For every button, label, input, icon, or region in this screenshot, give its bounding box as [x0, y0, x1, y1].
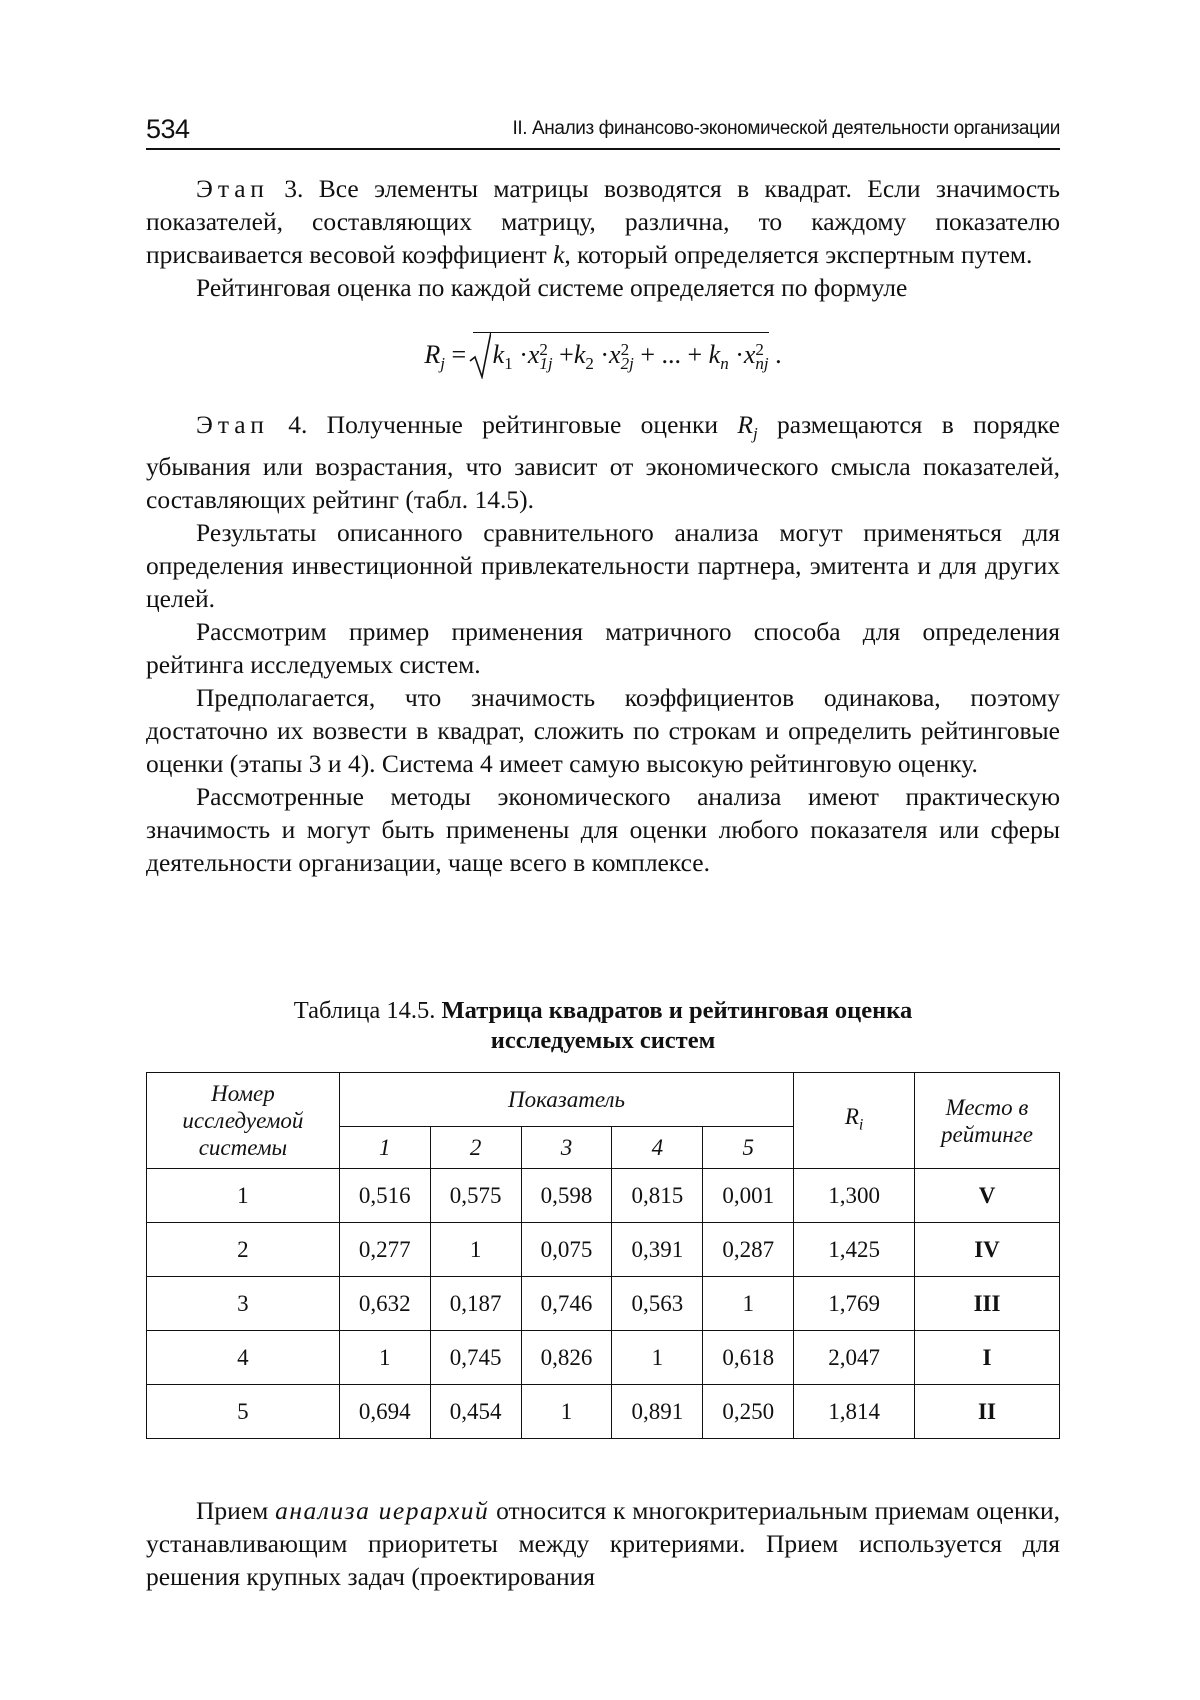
- header-indicator-col: 1: [339, 1127, 430, 1169]
- page-number: 534: [146, 114, 190, 144]
- header-indicator: Показатель: [339, 1073, 793, 1127]
- running-head: II. Анализ финансово-экономической деятельности организации: [512, 118, 1060, 139]
- header-system-number: Номер исследуемой системы: [147, 1073, 340, 1169]
- table-row: 2 0,277 1 0,075 0,391 0,287 1,425 IV: [147, 1223, 1060, 1277]
- paragraph-assumption: Предполагается, что значимость коэффициентов одинакова, поэтому достаточно их возвести в квадрат, сложить по строкам и определить рейтинговые оценки (этапы 3 и 4). Система 4 имеет самую высокую рейтинговую оценку.: [146, 683, 1060, 779]
- paragraph-example: Рассмотрим пример применения матричного способа для определения рейтинга исследуемых систем.: [146, 617, 1060, 680]
- body-text: [146, 172, 1060, 879]
- paragraph-hierarchy-analysis: Прием анализа иерархий относится к многокритериальным приемам оценки, устанавливающим приоритеты между критериями. Прием используется для решения крупных задач (проектирования: [146, 1496, 1061, 1591]
- page-header: [146, 114, 1060, 150]
- table-row: 5 0,694 0,454 1 0,891 0,250 1,814 II: [147, 1385, 1060, 1439]
- header-indicator-col: 4: [612, 1127, 703, 1169]
- header-place: Место в рейтинге: [915, 1073, 1060, 1169]
- header-indicator-col: 5: [703, 1127, 794, 1169]
- paragraph-rating-formula-intro: Рейтинговая оценка по каждой системе определяется по формуле: [196, 273, 908, 302]
- paragraph-results: Результаты описанного сравнительного анализа могут применяться для определения инвестиционной привлекательности партнера, эмитента и для других целей.: [146, 518, 1060, 614]
- rating-formula: $R_j$ = $k_1 \cdot x$ 2 1j $+k_2 \cdot x$ 2 2j + ... + $k_n \cdot x$ 2 nj .: [146, 326, 1060, 384]
- sqrt-sign-icon: $k_1 \cdot x$ 2 1j $+k_2 \cdot x$ 2 2j + ... + $k_n \cdot x$ 2 nj: [473, 332, 769, 386]
- rating-matrix-table: [146, 1072, 1060, 1439]
- table-row: 1 0,516 0,575 0,598 0,815 0,001 1,300 V: [147, 1169, 1060, 1223]
- table-row: 4 1 0,745 0,826 1 0,618 2,047 I: [147, 1331, 1060, 1385]
- paragraph-conclusion: Рассмотренные методы экономического анализа имеют практическую значимость и могут быть применены для оценки любого показателя или сферы деятельности организации, чаще всего в комплексе.: [146, 782, 1060, 878]
- header-indicator-col: 2: [430, 1127, 521, 1169]
- table-caption: Таблица 14.5. Матрица квадратов и рейтинговая оценка исследуемых систем: [293, 997, 913, 1054]
- paragraph-stage-4: Этап 4. Полученные рейтинговые оценки $R_j$ размещаются в порядке убывания или возрастания, что зависит от экономического смысла показателей, составляющих рейтинг (табл. 14.5).: [146, 410, 1060, 515]
- header-rating-score: $R_i$: [794, 1073, 915, 1169]
- header-indicator-col: 3: [521, 1127, 612, 1169]
- paragraph-stage-3: Этап 3. Все элементы матрицы возводятся в квадрат. Если значимость показателей, составляющих матрицу, различна, то каждому показателю присваивается весовой коэффициент k, который определяется экспертным путем.: [146, 174, 1060, 269]
- table-row: 3 0,632 0,187 0,746 0,563 1 1,769 III: [147, 1277, 1060, 1331]
